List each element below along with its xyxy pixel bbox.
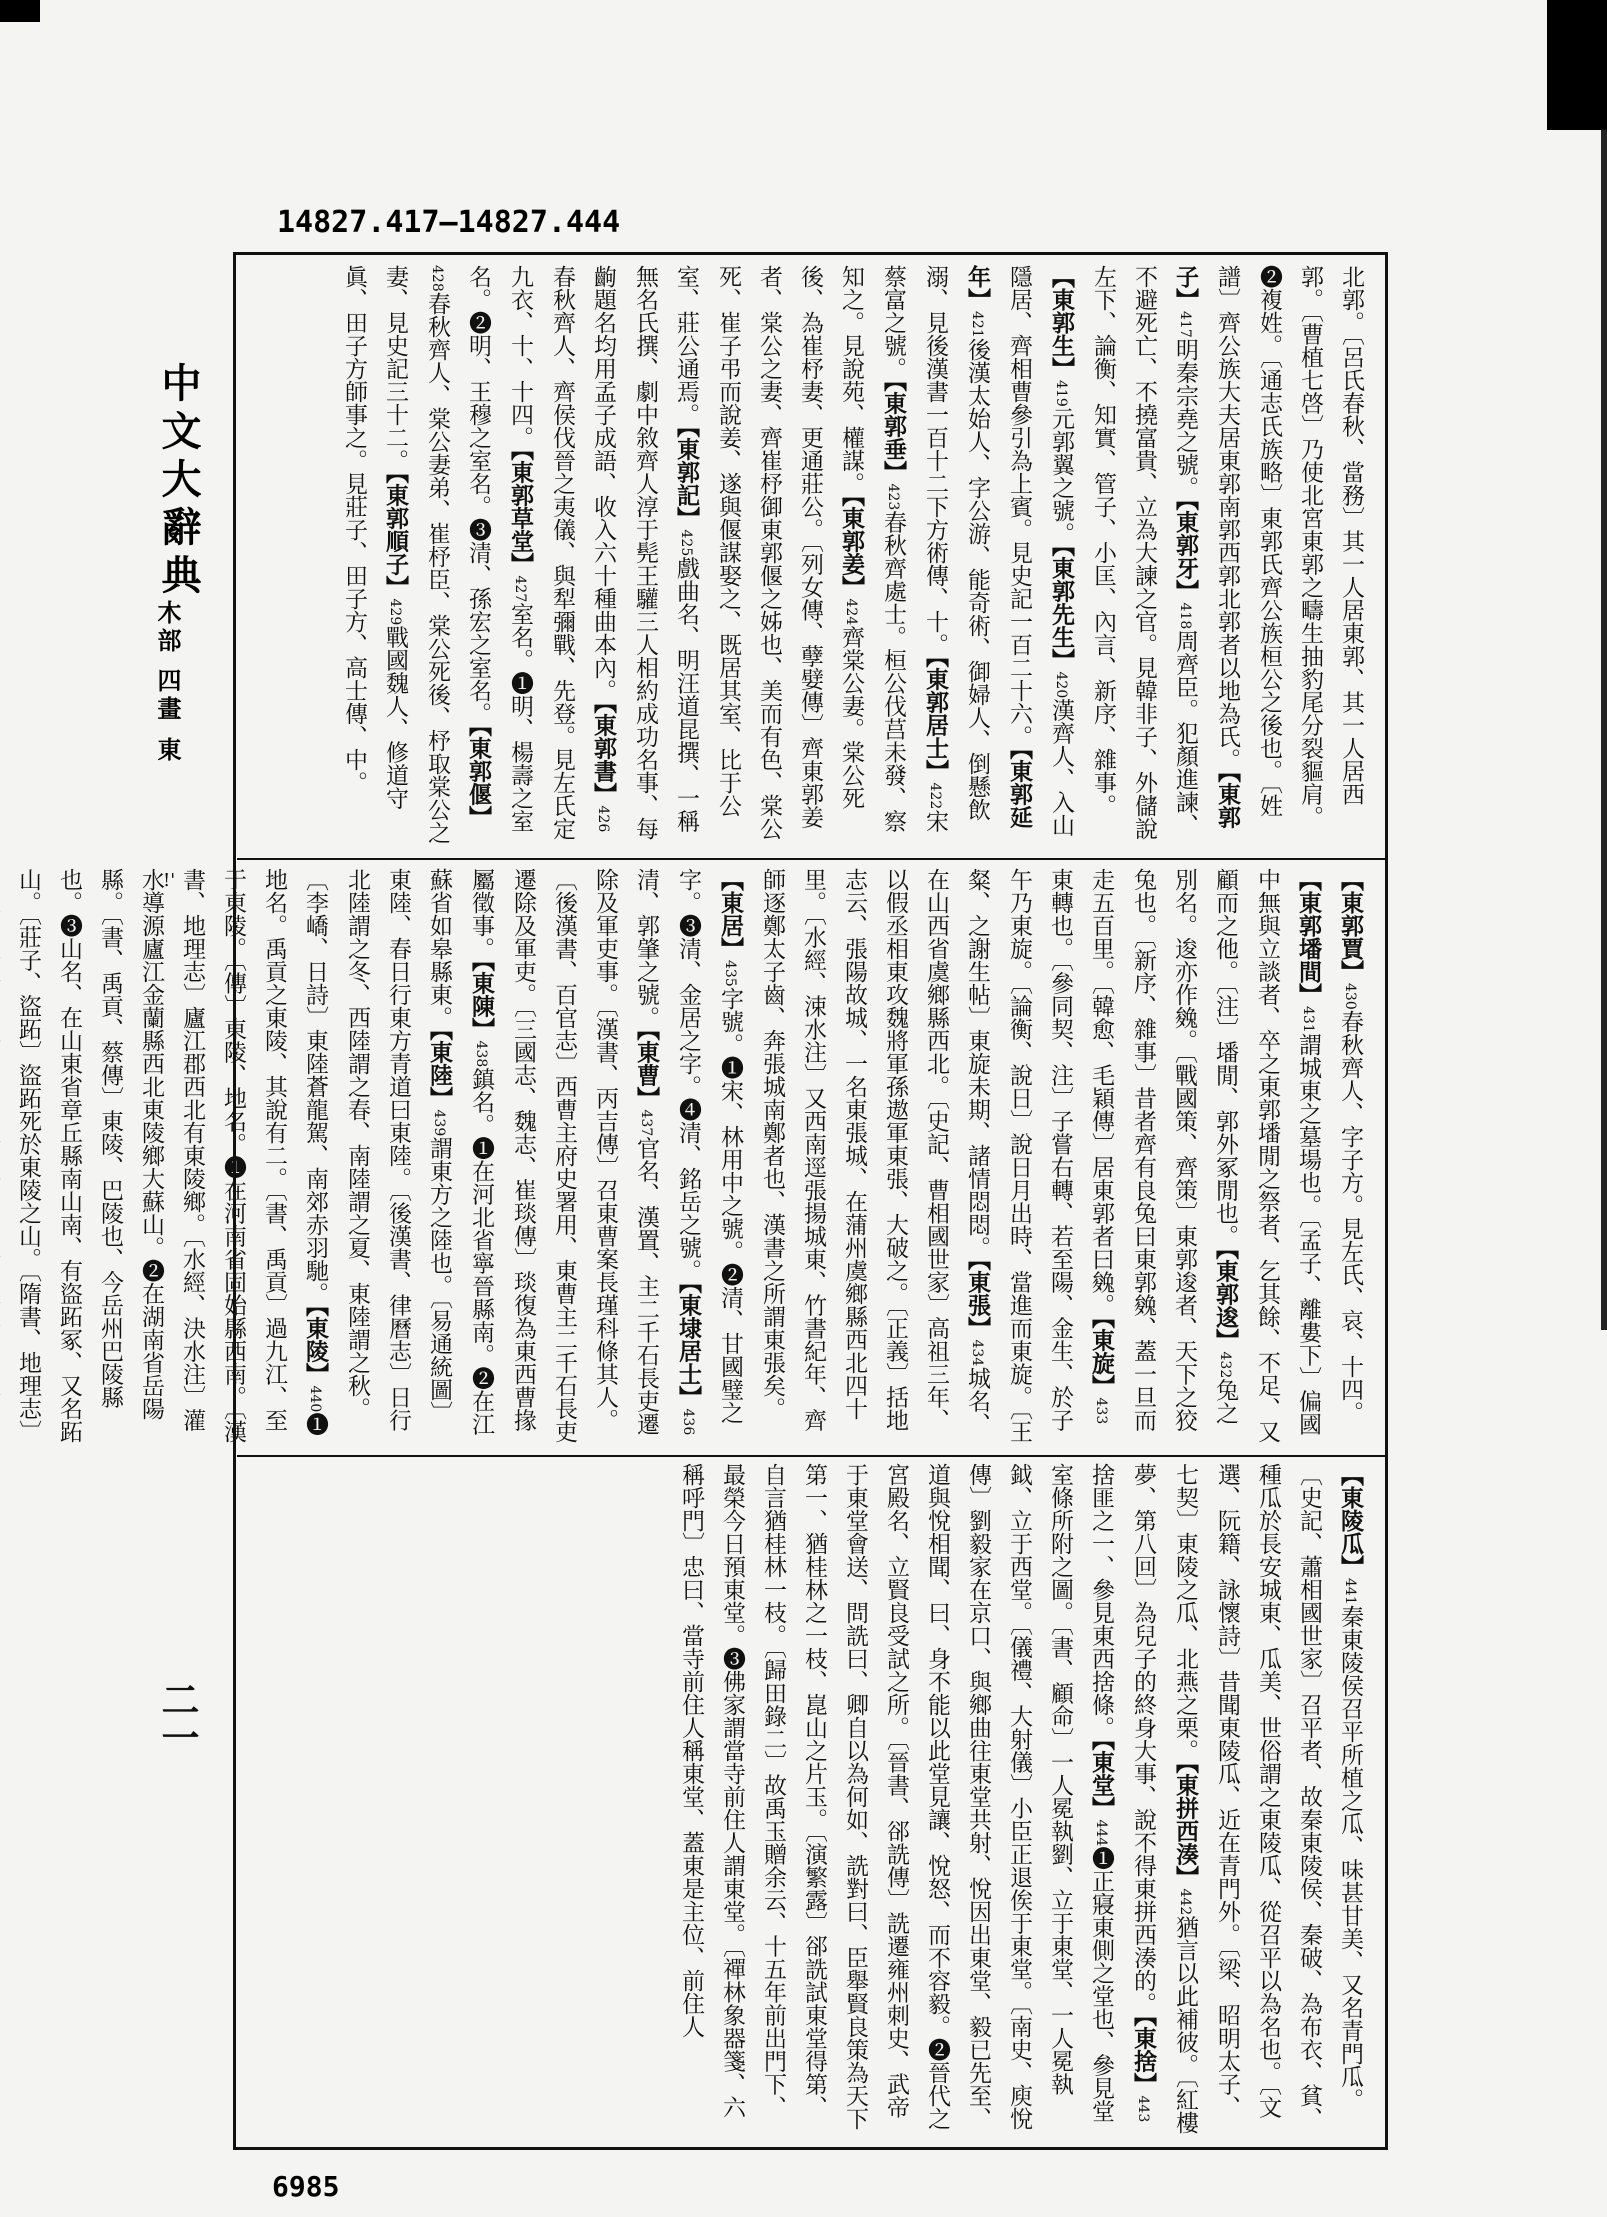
dictionary-entry <box>1337 868 1363 1424</box>
dictionary-entry <box>673 265 864 840</box>
entry-number: 443 <box>1135 2095 1151 2123</box>
entry-headword: 【東郭順子】 <box>382 472 409 599</box>
entry-number: 437 <box>638 1109 654 1137</box>
entry-number: 425 <box>678 529 694 557</box>
entry-definition: 戲曲名、明汪道昆撰、一稱無名氏撰、劇中敘齊人淳于髡王驩三人相約成功名事、每齣題名均用孟子成語、收入六十種曲本內。 <box>590 265 699 840</box>
entry-definition: 戰國魏人、修道守眞、田子方師事之。見莊子、田子方、高士傳、中。 <box>341 265 408 810</box>
entry-headword: 【東曹】 <box>633 1029 660 1110</box>
entry-definition: 謂城東之墓場也。〔孟子、離婁下〕偏國中無與立談者、卒之東郭墦閒之祭者、乞其餘、不足、又顧而之他。〔注〕墦閒、郭外冢閒也。 <box>1212 868 1321 1443</box>
entry-definition: 宋蔡富之號。 <box>880 265 948 833</box>
entry-headword: 【東郭記】 <box>673 426 700 530</box>
dictionary-entry <box>468 868 659 1443</box>
entry-headword: 【東拼西湊】 <box>1172 1762 1199 1889</box>
entry-definition: 元郭翼之號。 <box>1048 406 1074 545</box>
entry-number: 418 <box>1177 602 1193 629</box>
radical-label <box>150 600 233 765</box>
entry-number: 444 <box>1093 1819 1109 1847</box>
entry-number: 419 <box>1053 380 1069 407</box>
entries-section-bottom <box>255 1463 1371 2140</box>
stroke-count: 四畫 <box>153 668 182 725</box>
entry-number: 417 <box>1177 311 1193 338</box>
entry-number: 421 <box>969 311 985 338</box>
entry-number: 429 <box>387 598 403 626</box>
entry-headword: 【東郭逡】 <box>1212 1247 1239 1351</box>
entry-headword: 【東埭居士】 <box>675 1282 702 1409</box>
entry-number: 420 <box>1053 671 1069 698</box>
entry-definition: 後漢太始人、字公游、能奇術、御婦人、倒懸飲溺、見後漢書一百十二下方術傳、十。 <box>922 265 990 821</box>
entry-definition: 周齊臣。犯顏進諫、不避死亡、不撓富貴、立為大諫之官。見韓非子、外儲說左下、論衡、知實、管子、小匡、內言、新序、雜事。 <box>1090 265 1198 840</box>
entry-definition: 城名、在山西省虞鄉縣西北。〔史記、曹相國世家〕高祖三年、以假丞相東攻魏將軍孫遨軍東張、大破之。〔正義〕括地志云、張陽故城、一名東張城、在蒲州虞鄉縣西北四十里。〔水經、涑水注〕又西南逕張揚城東、竹書紀年、齊師逐鄭太子齒、奔張城南鄭者也、漢書之所謂東張矣。 <box>759 868 990 1436</box>
entry-headword: 【東郭書】 <box>590 702 617 806</box>
entry-number: 442 <box>1177 1888 1193 1916</box>
entry-definition: ❶地名。禹貢之東陵、其說有二。〔書、禹貢〕過九江、至于東陵。〔傳〕東陵、地名。❶在河南省固始縣西南。〔漢書、地理志〕廬江郡西北有東陵鄉。〔水經、決水注〕灌水導源廬江金蘭縣西北東陵鄉大蘇山。❷在湖南省岳陽縣。〔書、禹貢、蔡傳〕東陵、巴陵也、今岳州巴陵縣也。❸山名、在山東省章丘縣南山南、有盜跖冢、又名跖山。〔莊子、盜跖〕盜跖死於東陵之山。〔隋書、地理志〕 <box>15 868 328 1443</box>
page-number: 6985 <box>272 2170 340 2203</box>
entry-definition: 鎮名。❶在河北省寧晉縣南。❷在江蘇省如皋縣東。 <box>426 868 494 1436</box>
entry-headword: 【東居】 <box>717 868 744 960</box>
entry-definition: 兔之別名。逡亦作㕙。〔戰國策、齊策〕東郭逡者、天下之狡兔也。〔新序、雜事〕昔者齊有良兔曰東郭㕙、蓋一旦而走五百里。〔韓愈、毛穎傳〕居東郭者曰㕙。 <box>1088 868 1238 1432</box>
entry-definition: 官名、漢置、主二千石長吏遷除及軍吏事。〔漢書、丙吉傳〕召東曹案長瑾科條其人。〔後漢書、百官志〕西曹主府史署用、東曹主二千石長吏遷除及軍吏。〔三國志、魏志、崔琰傳〕琰復為東西曹掾屬徵事。 <box>468 868 659 1443</box>
entry-number: 431 <box>1300 1006 1316 1033</box>
entry-definition: 室名。❶明、楊壽之室名。❷明、王穆之室名。❸清、孫宏之室名。 <box>465 265 533 833</box>
entry-headword: 【東陸】 <box>426 1029 453 1110</box>
scan-edge-right <box>1601 130 1607 1330</box>
entry-headword: 【東郭子】 <box>1172 265 1241 829</box>
dictionary-title: 中文大辭典 <box>155 362 202 602</box>
entries-section-middle <box>15 868 1371 1446</box>
entry-headword: 【東郭草堂】 <box>507 449 534 576</box>
entry-number: 433 <box>1093 1397 1109 1424</box>
entry-definition: 捨匪之一、參見東西捨條。 <box>1088 1463 1114 1739</box>
section-divider-1 <box>237 858 1386 860</box>
dictionary-entry <box>678 1463 1114 2130</box>
entry-headword: 【東郭先生】 <box>1048 544 1075 672</box>
entry-number: 440 <box>307 1385 323 1413</box>
entry-headword: 【東郭偃】 <box>465 725 492 829</box>
entry-headword: 【東陵瓜】 <box>1337 1463 1364 1578</box>
entry-headword: 【東郭生】 <box>1048 265 1075 380</box>
entry-definition: 秦東陵侯召平所植之瓜、味甚甘美、又名青門瓜。〔史記、蕭相國世家〕召平者、故秦東陵侯、秦破、為布衣、貧、種瓜於長安城東、瓜美、世俗謂之東陵瓜、從召平以為名也。〔文選、阮籍、詠懷詩〕昔聞東陵瓜、近在青門外。〔梁、昭明太子、七契〕東陵之瓜、北燕之栗。 <box>1172 1463 1363 2130</box>
entry-headword: 【東郭垂】 <box>880 380 907 484</box>
entry-headword: 【東郭姜】 <box>838 495 865 599</box>
entry-definition: 春秋齊人、齊侯伐晉之夷儀、與犁彌戰、先登。見左氏定九衣、十、十四。 <box>507 265 575 840</box>
entry-headword: 【東捨】 <box>1130 2015 1157 2096</box>
entry-headword: 【東堂】 <box>1088 1739 1115 1820</box>
dictionary-entry <box>759 868 990 1435</box>
entry-definition: 字號。❶宋、林用中之號。❷清、甘國璧之字。❸清、金居之字。❹清、銘岳之號。 <box>675 868 743 1424</box>
entry-number: 434 <box>969 1339 985 1367</box>
dictionary-entry <box>1172 1463 1363 2130</box>
entry-headword: 【東郭居士】 <box>922 656 949 783</box>
entry-number: 430 <box>1342 983 1358 1010</box>
entry-definition: ❶正寢東側之堂也、參見堂室條所附之圖。〔書、顧命〕一人冕執劉、立于東堂、一人冕執鉞、立于西堂。〔儀禮、大射儀〕小臣正退俟于東堂。〔南史、庾悅傳〕劉毅家在京口、與鄉曲往東堂共射、悅因出東堂、毅已先至、道與悅相聞、曰、身不能以此堂見讓、悅怒、而不容毅。❷晉代之宮殿名、立賢良受試之所。〔晉書、郤詵傳〕詵遷雍州刺史、武帝于東堂會送、問詵曰、卿自以為何如、詵對曰、臣舉賢良策為天下第一、猶桂林之一枝、崑山之片玉。〔演繁露〕郤詵試東堂得第、自言猶桂林一枝。〔歸田錄二〕故禹玉贈余云、十五年前出門下、最榮今日預東堂。❸佛家謂當寺前住人謂東堂。〔禪林象器箋、六稱呼門〕忠曰、當寺前住人稱東堂、蓋東是主位、前住人 <box>678 1463 1114 2130</box>
entry-definition: 齊棠公妻。棠公死後、為崔杼妻、更通莊公。〔列女傳、孽嬖傳〕齊東郭姜者、棠公之妻、齊崔杼御東郭偃之姊也、美而有色、棠公死、崔子弔而說姜、遂與偃謀娶之、既居其室、比于公室、莊公通焉。 <box>673 265 864 840</box>
entry-number: 432 <box>1217 1351 1233 1378</box>
section-divider-2 <box>237 1455 1386 1457</box>
entry-number: 436 <box>680 1408 696 1436</box>
entry-headword: 【東郭延年】 <box>964 265 1033 829</box>
entry-definition: 明秦宗堯之號。 <box>1172 337 1198 499</box>
entry-definition: 漢齊人、入山隱居、齊相曹參引為上賓。見史記一百二十六。 <box>1006 265 1074 836</box>
entry-number: 426 <box>595 805 611 833</box>
entry-definition: 謂東方之陸也。〔易通統圖〕東陸、春日行東方青道曰東陸。〔後漢書、律曆志〕日行北陸謂之冬、西陸謂之春、南陸謂之夏、東陸謂之秋。〔李嶠、日詩〕東陸蒼龍駕、南郊赤羽馳。 <box>302 868 452 1432</box>
dictionary-entry <box>1214 265 1364 829</box>
entry-number: 435 <box>722 960 738 987</box>
entry-headword: 【東旋】 <box>1088 1316 1115 1397</box>
entry-number: 439 <box>431 1109 447 1137</box>
entries-section-top <box>255 265 1371 850</box>
entry-definition: 春秋齊人、字子方。見左氏、哀、十四。 <box>1337 1009 1363 1424</box>
entry-definition: 春秋齊人、棠公妻弟、崔杼臣、棠公死後、杼取棠公之妻、見史記三十二。 <box>382 265 450 844</box>
scan-corner-tr <box>1547 0 1607 130</box>
entry-definition: 清、郭肇之號。 <box>633 868 659 1029</box>
entry-number: 441 <box>1342 1578 1358 1605</box>
entry-definition: 春秋齊處士。桓公伐莒未發、察知之。見說苑、權謀。 <box>838 265 906 833</box>
head-character: 東 <box>153 736 182 765</box>
dictionary-entry <box>0 868 328 1443</box>
entry-number: 423 <box>885 483 901 511</box>
entry-headword: 【東郭賈】 <box>1337 868 1364 983</box>
entry-definition: 北郭。〔呂氏春秋、當務〕其一人居東郭、其一人居西郭。〔曹植七啓〕乃使北宮東郭之疇生抽豹尾分裂貙肩。❷複姓。〔通志氏族略〕東郭氏齊公族桓公之後也。〔姓譜〕齊公族大夫居東郭南郭西郭北郭者以地為氏。 <box>1214 265 1364 829</box>
margin-tick-mark: !' <box>163 870 176 891</box>
entry-headword: 【東郭墦間】 <box>1295 868 1322 1006</box>
entry-number: 428 <box>429 265 445 292</box>
radical-name: 木部 <box>153 600 182 656</box>
leaf-number: 二一 <box>155 1680 200 1756</box>
entry-number: 424 <box>843 598 859 626</box>
entry-definition: 猶言以此補彼。〔紅樓夢、第八回〕為兒子的終身大事、說不得東拼西湊的。 <box>1130 1463 1198 2134</box>
entry-headword: 【東郭牙】 <box>1172 498 1199 603</box>
entry-number: 427 <box>512 575 528 603</box>
entry-headword: 【東陵】 <box>302 1305 329 1386</box>
entry-number: 438 <box>473 1040 489 1068</box>
scan-corner-tl <box>0 0 40 22</box>
page-range-header: 14827.417—14827.444 <box>277 205 621 240</box>
dictionary-entry <box>1048 265 1074 545</box>
entry-headword: 【東陳】 <box>468 960 495 1041</box>
entry-headword: 【東張】 <box>964 1259 991 1340</box>
entry-number: 422 <box>927 782 943 810</box>
entry-definition: 東轉也。〔參同契、注〕子嘗右轉、若至陽、金生、於子午乃東旋。〔論衡、說日〕說日月出時、當進而東旋。〔王粲、之謝生帖〕東旋未期、諸情悶悶。 <box>964 868 1073 1443</box>
